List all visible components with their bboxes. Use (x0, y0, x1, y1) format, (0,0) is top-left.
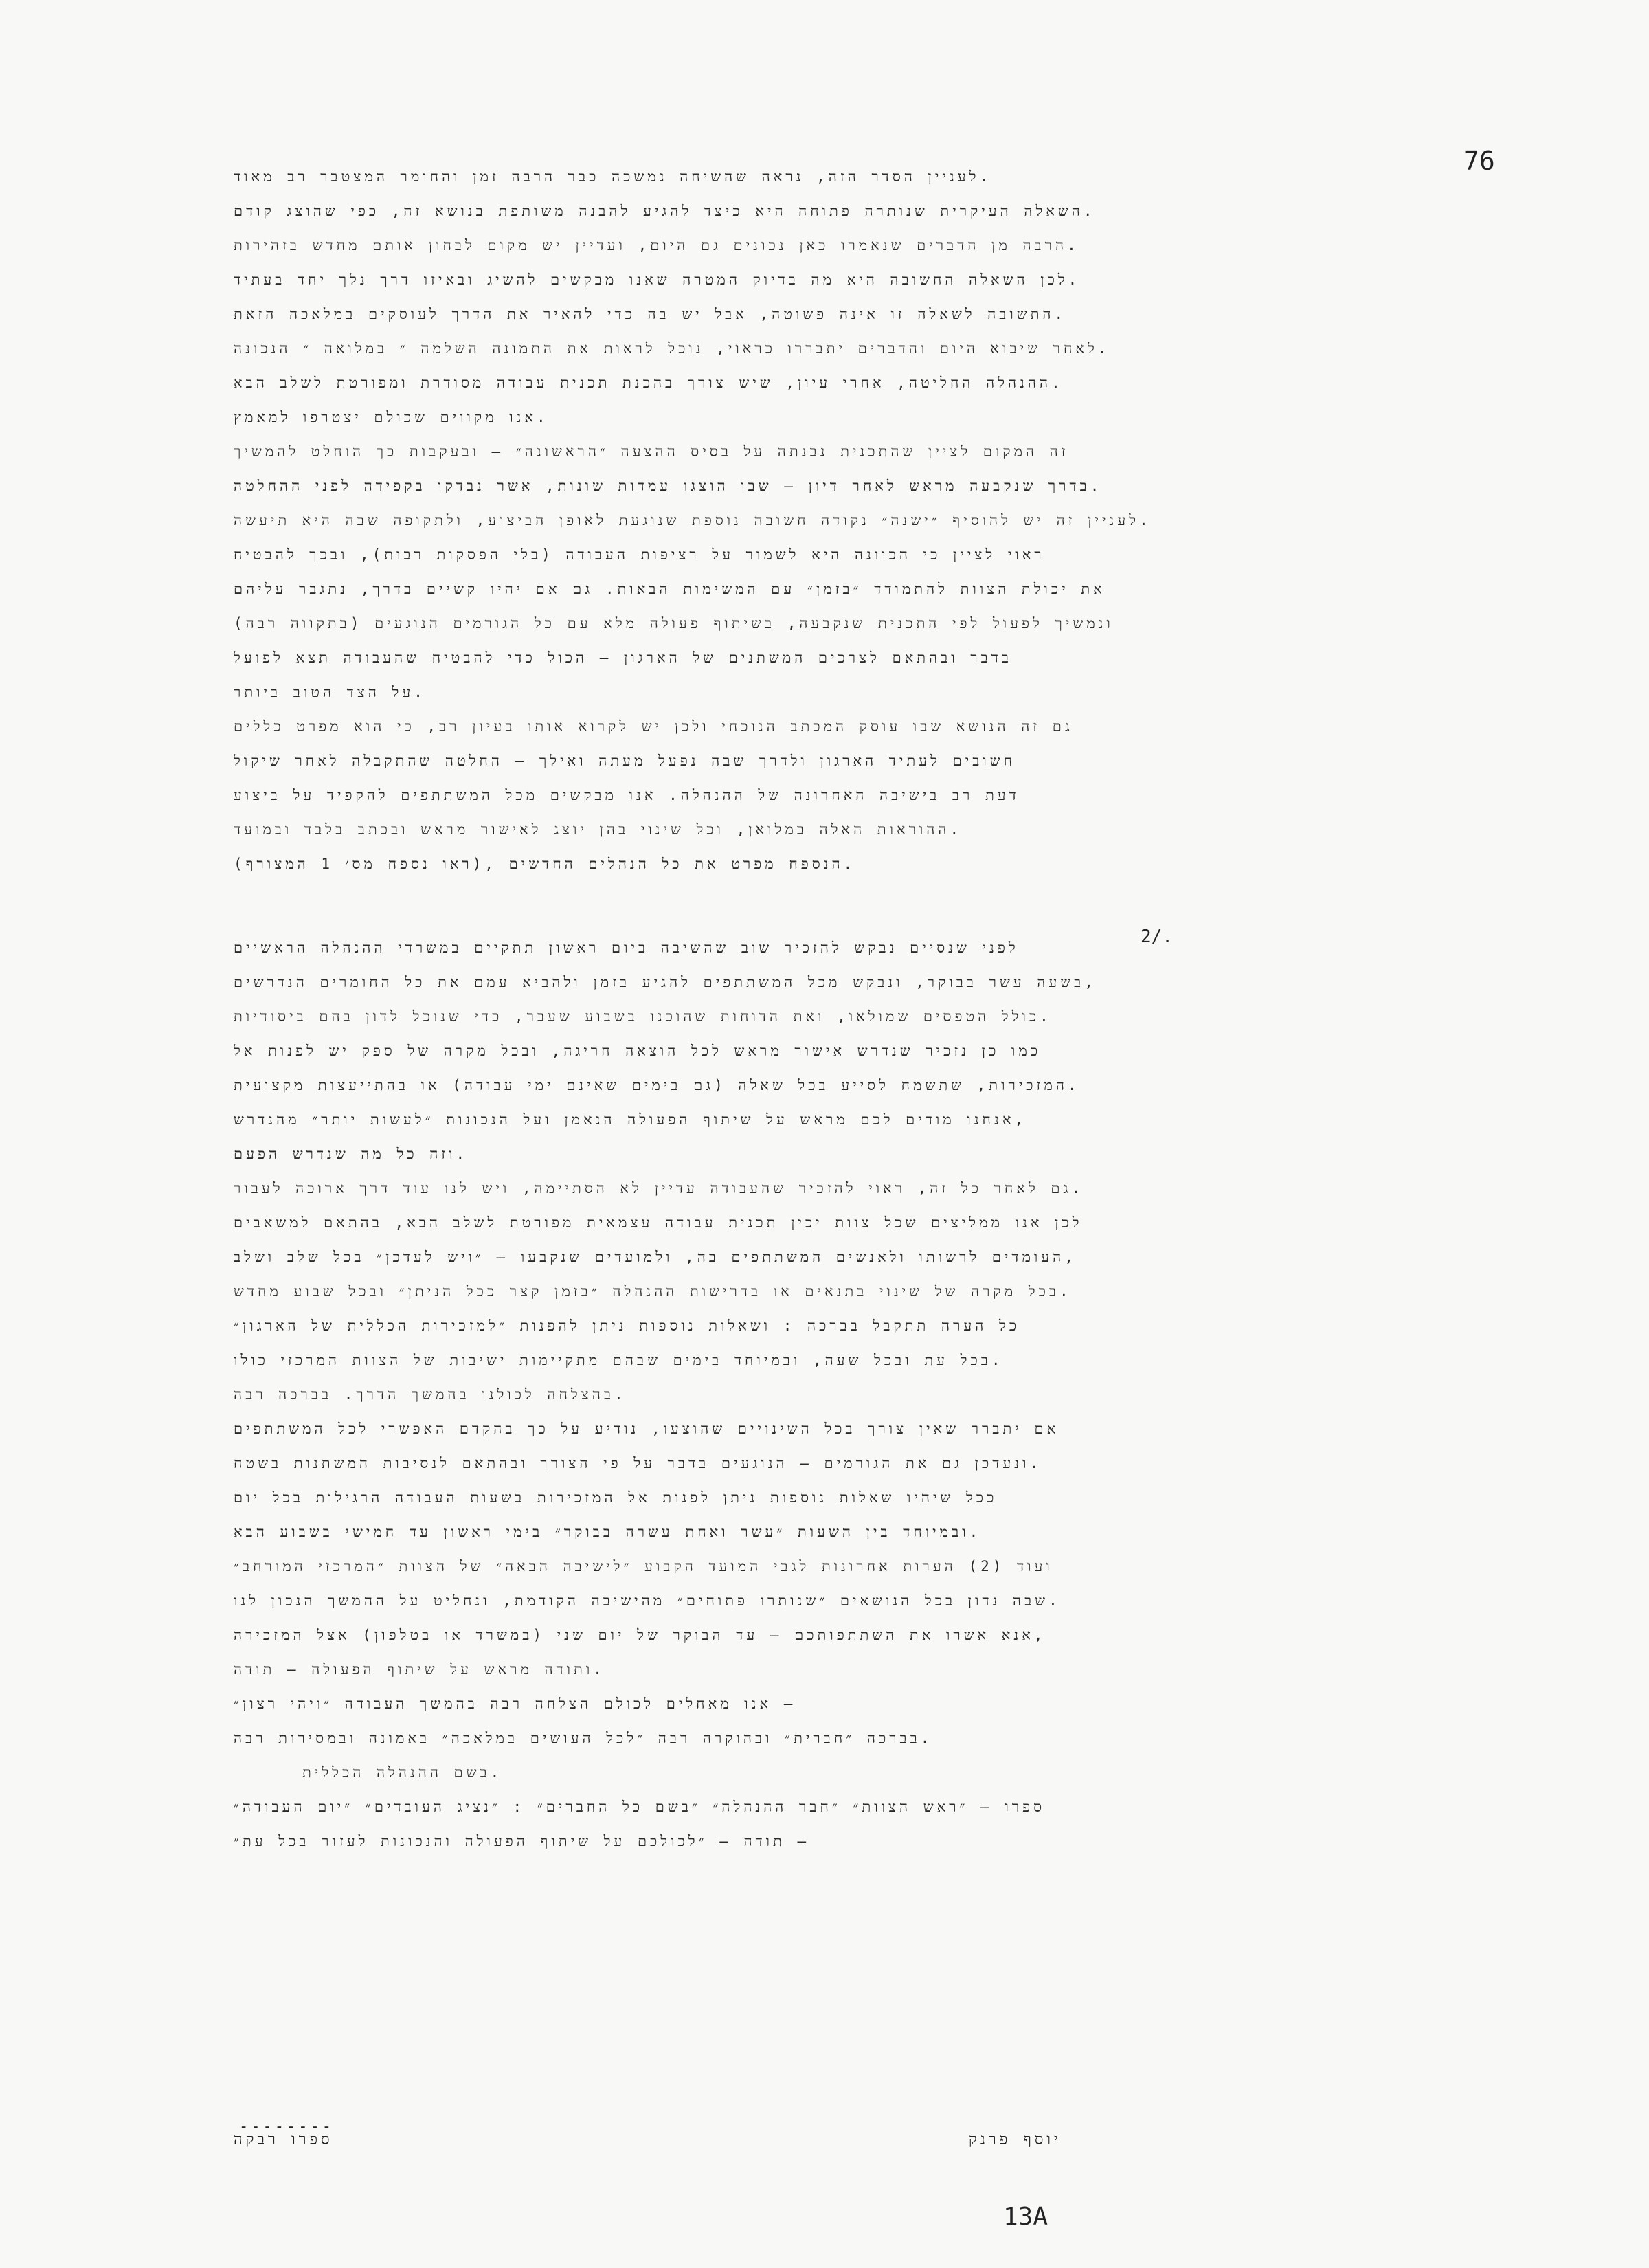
text-line: לכן השאלה החשובה היא מה בדיוק המטרה שאנו מבקשים להשיג ובאיזו דרך נלך יחד בעתיד. (234, 271, 1081, 288)
text-line: לפני שנסיים נבקש להזכיר שוב שהשיבה ביום ראשון תתקיים במשרדי ההנהלה הראשיים (234, 940, 1019, 956)
closing-line: תודה — ״לכולכם על שיתוף הפעולה והנכונות לעזור בכל עת״ — (234, 1833, 810, 1849)
text-line: לאחר שיבוא היום והדברים יתבררו כראוי, נוכל לראות את התמונה השלמה ״ במלואה ״ הנכונה. (234, 340, 1110, 357)
page-number-bottom: 13A (1003, 2203, 1048, 2231)
text-line: דעת רב בישיבה האחרונה של ההנהלה. אנו מבקשים מכל המשתתפים להקפיד על ביצוע (234, 787, 1020, 803)
text-line: אנא אשרו את השתתפותכם — עד הבוקר של יום שני (במשרד או בטלפון) אצל המזכירה, (234, 1627, 1046, 1643)
text-line: שבה נדון בכל הנושאים ״שנותרו פתוחים״ מהישיבה הקודמת, ונחליט על ההמשך הנכון לנו. (234, 1592, 1061, 1609)
spacer (234, 906, 1278, 931)
text-line: העומדים לרשותו ולאנשים המשתתפים בה, ולמועדים שנקבעו — ״ויש לעדכן״ בכל שלב ושלב, (234, 1249, 1077, 1265)
text-line: לעניין הסדר הזה, נראה שהשיחה נמשכה כבר הרבה זמן והחומר המצטבר רב מאוד. (234, 168, 992, 185)
text-line: ותודה מראש על שיתוף הפעולה — תודה. (234, 1661, 605, 1678)
text-line: ועוד (2) הערות אחרונות לגבי המועד הקבוע ״לישיבה הבאה״ של הצוות ״המרכזי המורחב״ (234, 1558, 1053, 1575)
signature-right: יוסף פרנק (969, 2131, 1062, 2148)
text-line: גם זה הנושא שבו עוסק המכתב הנוכחי ולכן יש לקרוא אותו בעיון רב, כי הוא מפרט כללים (234, 718, 1073, 735)
text-line: אנו מקווים שכולם יצטרפו למאמץ. (234, 409, 549, 425)
text-line: הרבה מן הדברים שנאמרו כאן נכונים גם היום, ועדיין יש מקום לבחון אותם מחדש בזהירות. (234, 237, 1079, 254)
text-line: התשובה לשאלה זו אינה פשוטה, אבל יש בה כדי להאיר את הדרך לעוסקים במלאכה הזאת. (234, 306, 1067, 322)
text-line: כל הערה תתקבל בברכה : ושאלות נוספות ניתן להפנות ״למזכירות הכללית של הארגון״ (234, 1318, 1020, 1334)
text-line: זה המקום לציין שהתכנית נבנתה על בסיס ההצעה ״הראשונה״ — ובעקבות כך הוחלט להמשיך (234, 443, 1069, 460)
text-line: כמו כן נזכיר שנדרש אישור מראש לכל הוצאה חריגה, ובכל מקרה של ספק יש לפנות אל (234, 1043, 1042, 1059)
body-text (234, 159, 1278, 1858)
text-line: (ראו נספח מס׳ 1 המצורף), הנספח מפרט את כל הנהלים החדשים. (234, 856, 856, 872)
continuation-mark: 2/. (1141, 926, 1173, 947)
text-line: אם יתברר שאין צורך בכל השינויים שהוצעו, נודיע על כך בהקדם האפשרי לכל המשתתפים (234, 1421, 1059, 1437)
signature-left: ספרו רבקה (234, 2131, 333, 2148)
text-line: ההוראות האלה במלואן, וכל שינוי בהן יוצג לאישור מראש ובכתב בלבד ובמועד. (234, 821, 963, 838)
closing-line: בברכה ״חברית״ ובהוקרה רבה ״לכל העושים במלאכה״ באמונה ובמסירות רבה. (234, 1730, 933, 1746)
text-line: גם לאחר כל זה, ראוי להזכיר שהעבודה עדיין לא הסתיימה, ויש לנו עוד דרך ארוכה לעבור. (234, 1180, 1084, 1197)
text-line: ההנהלה החליטה, אחרי עיון, שיש צורך בהכנת תכנית עבודה מסודרת ומפורטת לשלב הבא. (234, 375, 1064, 391)
page-number-top: 76 (1463, 146, 1495, 176)
text-line: כולל הטפסים שמולאו, ואת הדוחות שהוכנו בשבוע שעבר, כדי שנוכל לדון בהם ביסודיות. (234, 1008, 1052, 1025)
signature-rule: -------- (239, 2118, 334, 2135)
closing-line: ספרו — ״ראש הצוות״ ״חבר ההנהלה״ ״בשם כל החברים״ : ״נציג העובדים״ ״יום העבודה״ (234, 1799, 1046, 1815)
text-line: בהצלחה לכולנו בהמשך הדרך. בברכה רבה. (234, 1386, 627, 1403)
text-line: בדרך שנקבעה מראש לאחר דיון — שבו הוצגו עמדות שונות, אשר נבדקו בקפידה לפני ההחלטה. (234, 478, 1103, 494)
text-line: ונעדכן גם את הגורמים — הנוגעים בדבר על פי הצורך ובהתאם לנסיבות המשתנות בשטח. (234, 1455, 1042, 1471)
text-line: על הצד הטוב ביותר. (234, 684, 426, 700)
text-line: בכל עת ובכל שעה, ובמיוחד בימים שבהם מתקיימות ישיבות של הצוות המרכזי כולו. (234, 1352, 1004, 1368)
text-line: (בתקווה רבה) ונמשיך לפעול לפי התכנית שנקבעה, בשיתוף פעולה מלא עם כל הגורמים הנוגעים (234, 615, 1114, 632)
text-line: בדבר ובהתאם לצרכים המשתנים של הארגון — הכול כדי להבטיח שהעבודה תצא לפועל (234, 649, 1012, 666)
text-line: השאלה העיקרית שנותרה פתוחה היא כיצד להגיע להבנה משותפת בנושא זה, כפי שהוצג קודם. (234, 203, 1096, 219)
closing-line: בשם ההנהלה הכללית. (302, 1764, 503, 1781)
text-line: ובמיוחד בין השעות ״עשר ואחת עשרה בבוקר״ בימי ראשון עד חמישי בשבוע הבא. (234, 1524, 982, 1540)
closing-line: אנו מאחלים לכולם הצלחה רבה בהמשך העבודה ״ויהי רצון״ — (234, 1696, 796, 1712)
text-line: לכן אנו ממליצים שכל צוות יכין תכנית עבודה עצמאית מפורטת לשלב הבא, בהתאם למשאבים (234, 1214, 1083, 1231)
text-line: את יכולת הצוות להתמודד ״בזמן״ עם המשימות הבאות. גם אם יהיו קשיים בדרך, נתגבר עליהם (234, 581, 1106, 597)
spacer (234, 881, 1278, 906)
text-line: לעניין זה יש להוסיף ״ישנה״ נקודה חשובה נוספת שנוגעת לאופן הביצוע, ולתקופה שבה היא תיעשה. (234, 512, 1152, 529)
text-line: המזכירות, שתשמח לסייע בכל שאלה (גם בימים שאינם ימי עבודה) או בהתייעצות מקצועית. (234, 1077, 1080, 1093)
text-line: אנחנו מודים לכם מראש על שיתוף הפעולה הנאמן ועל הנכונות ״לעשות יותר״ מהנדרש, (234, 1111, 1027, 1128)
text-line: ראוי לציין כי הכוונה היא לשמור על רציפות העבודה (בלי הפסקות רבות), ובכך להבטיח (234, 546, 1045, 563)
text-line: ככל שיהיו שאלות נוספות ניתן לפנות אל המזכירות בשעות העבודה הרגילות בכל יום (234, 1489, 998, 1506)
text-line: וזה כל מה שנדרש הפעם. (234, 1146, 469, 1162)
text-line: בשעה עשר בבוקר, ונבקש מכל המשתתפים להגיע בזמן ולהביא עמם את כל החומרים הנדרשים, (234, 974, 1097, 990)
text-line: חשובים לעתיד הארגון ולדרך שבה נפעל מעתה ואילך — החלטה שהתקבלה לאחר שיקול (234, 753, 1016, 769)
text-line: בכל מקרה של שינוי בתנאים או בדרישות ההנהלה ״בזמן קצר ככל הניתן״ ובכל שבוע מחדש. (234, 1283, 1072, 1300)
